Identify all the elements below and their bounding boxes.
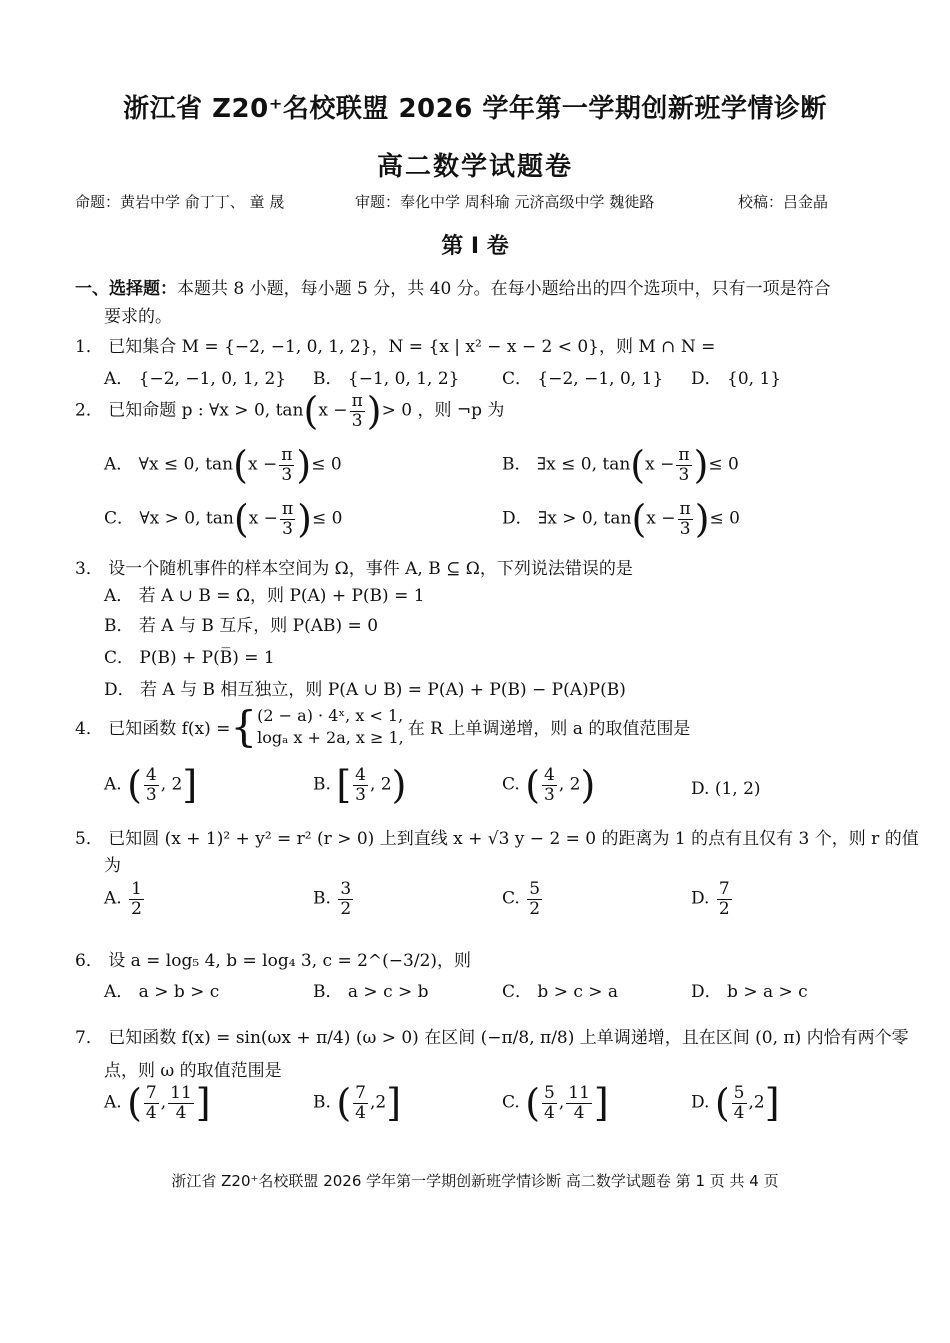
frac-num: 1 [131,879,142,899]
paren-close: ) [580,763,596,808]
section-heading [75,274,831,299]
q2-le0: ≤ 0 [708,454,739,475]
paren-close: ) [694,497,710,542]
q2-c-pre: C． ∀x > 0, tan [104,508,234,529]
q1-option-d: D． {0, 1} [691,369,782,389]
frac-den: 4 [544,1102,555,1123]
paren-open: ( [336,1081,352,1126]
bracket-close: ] [195,1081,211,1126]
q2-stem-post: > 0 ，则 ¬p 为 [381,400,505,421]
section-intro: 本题共 8 小题，每小题 5 分，共 40 分。在每小题给出的四个选项中，只有一项是符合 [177,279,831,299]
frac-num: π [678,445,690,465]
frac-den: 2 [340,898,352,919]
q2-option-d [502,497,740,542]
pi-over-3 [676,446,691,484]
q2-le0: ≤ 0 [311,508,343,529]
q7-option-d: D. ( $\frac{5}{4}$ ,2] [691,1081,780,1126]
paren-open: ( [233,497,249,542]
frac-num: 4 [544,765,555,785]
frac-den: 2 [131,898,142,919]
paren-open: ( [525,1081,541,1126]
paren-close: ) [391,763,407,808]
exam-title: 浙江省 Z20⁺名校联盟 2026 学年第一学期创新班学情诊断 [123,94,827,124]
frac-num: 4 [145,765,157,785]
fraction [542,1084,557,1122]
option-label: B. [313,888,331,909]
q5-option-b [313,880,355,918]
option-label: D. [691,1092,710,1113]
exam-subtitle: 高二数学试题卷 [376,152,573,182]
q7-option-c: C. ( $\frac{5}{4}$ , $\frac{11}{4}$ ] [502,1081,609,1126]
paren-open: ( [714,1081,730,1126]
option-label: C. [502,1092,520,1113]
q5-option-c [502,880,544,918]
paren-open: ( [631,497,647,542]
q6-option-a: A． a > b > c [104,982,220,1002]
q4-option-a [104,763,198,808]
option-label: D. [691,779,710,799]
q2-b-pre: B． ∃x ≤ 0, tan [502,454,631,475]
frac-num: 7 [718,879,730,899]
piece-1: (2 − a) · 4ˣ, x < 1, [257,705,404,725]
option-label: C. [502,774,520,795]
paren-open: ( [303,389,319,434]
frac-num: π [351,391,363,411]
q2-stem-pre: 2． 已知命题 p : ∀x > 0, tan [75,400,304,421]
bracket-open: [ [336,763,352,808]
credits-reviewer: 审题：奉化中学 周科瑜 元济高级中学 魏徙路 [355,193,655,211]
fraction [144,1084,159,1122]
fraction [732,1084,747,1122]
section-label: 一、选择题： [75,279,177,299]
value-two: 2 [753,1092,765,1113]
frac-num: π [281,445,293,465]
piecewise-def [257,705,404,748]
four-thirds [542,766,557,804]
option-label: B. [313,1092,331,1113]
volume-heading: 第 I 卷 [441,234,509,259]
option-label: A. [104,774,122,795]
bracket-close: ] [764,1081,780,1126]
fraction [353,1084,368,1122]
q2-x-minus: x − [646,508,676,529]
q6-option-d: D． b > a > c [691,982,808,1002]
frac-den: 3 [544,784,555,805]
q1-option-a: A． {−2, −1, 0, 1, 2} [104,369,287,389]
q4-option-d [691,779,761,799]
paren-open: ( [127,1081,142,1126]
paren-open: ( [233,443,248,488]
fraction [338,880,353,918]
frac-den: 3 [281,464,293,485]
q6-option-c: C． b > c > a [502,982,619,1002]
q3-stem: 3． 设一个随机事件的样本空间为 Ω，事件 A, B ⊆ Ω，下列说法错误的是 [75,559,633,579]
frac-den: 4 [145,1102,157,1123]
q3-option-c: C． P(B) + P(B̅) = 1 [104,648,275,668]
frac-num: 4 [355,765,366,785]
frac-num: 7 [145,1083,157,1103]
q2-x-minus: x − [645,454,675,475]
bracket-close: ] [386,1081,402,1126]
frac-den: 3 [678,464,690,485]
paren-open: ( [525,763,541,808]
frac-num: 5 [529,879,541,899]
q2-option-c [104,497,343,542]
frac-num: 3 [340,879,352,899]
q2-le0: ≤ 0 [311,454,342,475]
q4-stem [75,702,690,751]
q6-option-b: B． a > c > b [313,982,429,1002]
frac-den: 3 [351,410,363,431]
fraction [129,880,144,918]
frac-den: 2 [529,898,541,919]
pi-over-3 [678,500,693,538]
option-label: C. [502,888,520,909]
q2-stem [75,389,505,434]
pi-over-3 [280,500,295,538]
credits-proofreader: 校稿：吕金晶 [738,193,829,211]
paren-open: ( [630,443,646,488]
q7-stem-cont: 点，则 ω 的取值范围是 [104,1061,282,1081]
comma-two: , 2 [160,774,183,795]
q7-option-b: B. ( $\frac{7}{4}$ ,2] [313,1081,402,1126]
fraction [566,1084,592,1122]
four-thirds [353,766,368,804]
frac-den: 4 [573,1102,585,1123]
frac-num: 7 [355,1083,366,1103]
q4-option-b [313,763,407,808]
q3-option-b: B． 若 A 与 B 互斥，则 P(AB) = 0 [104,616,379,636]
brace-open: { [230,702,258,751]
frac-den: 3 [282,518,293,539]
comma-two: , 2 [369,774,392,795]
frac-num: π [281,499,294,519]
frac-num: π [679,499,691,519]
value-two: 2 [375,1092,387,1113]
frac-num: 5 [733,1083,745,1103]
frac-den: 4 [175,1102,187,1123]
q5-option-d [691,880,734,918]
frac-den: 4 [733,1102,745,1123]
fraction [168,1084,194,1122]
frac-den: 3 [145,784,157,805]
paren-close: ) [297,497,312,542]
option-label: D. [691,888,710,909]
option-label: A. [104,1092,122,1113]
q2-option-a [104,443,342,488]
fraction [717,880,732,918]
q4-stem-pre: 4． 已知函数 f(x) = [75,719,231,739]
q2-le0: ≤ 0 [709,508,740,529]
paren-close: ) [693,443,709,488]
bracket-close: ] [182,763,198,808]
option-label: A. [104,888,122,909]
q2-x-minus: x − [247,454,278,475]
paren-open: ( [127,763,142,808]
section-intro-cont: 要求的。 [104,307,172,327]
q3-option-a: A． 若 A ∪ B = Ω，则 P(A) + P(B) = 1 [104,586,425,606]
q1-option-b: B． {−1, 0, 1, 2} [313,369,460,389]
q4-option-c [502,763,596,808]
piece-2: logₐ x + 2a, x ≥ 1, [257,727,404,747]
page-footer: 浙江省 Z20⁺名校联盟 2026 学年第一学期创新班学情诊断 高二数学试题卷 第 1 页 共 4 页 [171,1172,779,1190]
frac-num: 5 [544,1083,555,1103]
q2-x-minus: x − [248,508,278,529]
paren-close: ) [366,389,382,434]
q7-option-a: A. ( $\frac{7}{4}$ , $\frac{11}{4}$ ] [104,1081,211,1126]
pi-over-3 [279,446,294,484]
frac-num: 11 [568,1083,590,1103]
bracket-close: ] [593,1081,609,1126]
frac-den: 3 [679,518,691,539]
frac-num: 11 [170,1083,192,1103]
frac-den: 4 [355,1102,366,1123]
comma-two: , 2 [558,774,581,795]
option-value: (1, 2) [714,779,761,799]
q2-option-b [502,443,739,488]
q5-option-a [104,880,146,918]
q5-stem-cont: 为 [104,856,121,876]
q4-stem-post: 在 R 上单调递增，则 a 的取值范围是 [407,719,691,739]
q1-stem: 1． 已知集合 M = {−2, −1, 0, 1, 2}，N = {x | x² − x − 2 < 0}，则 M ∩ N = [75,337,716,357]
fraction [527,880,542,918]
q3-option-d: D． 若 A 与 B 相互独立，则 P(A ∪ B) = P(A) + P(B) − P(A)P(B) [104,680,626,700]
q2-d-pre: D． ∃x > 0, tan [502,508,632,529]
credits-setter: 命题：黄岩中学 俞丁丁、 童 晟 [75,193,285,211]
q6-stem: 6． 设 a = log₅ 4, b = log₄ 3, c = 2^(−3/2)，则 [75,951,472,971]
paren-close: ) [296,443,312,488]
q2-x-minus: x − [318,400,348,421]
frac-den: 2 [718,898,730,919]
frac-den: 3 [355,784,366,805]
q5-stem: 5． 已知圆 (x + 1)² + y² = r² (r > 0) 上到直线 x + √3 y − 2 = 0 的距离为 1 的点有且仅有 3 个，则 r 的值 [75,829,919,849]
option-label: B. [313,774,331,795]
q1-option-c: C． {−2, −1, 0, 1} [502,369,664,389]
four-thirds [144,766,159,804]
q2-a-pre: A． ∀x ≤ 0, tan [104,454,234,475]
q7-stem: 7． 已知函数 f(x) = sin(ωx + π/4) (ω > 0) 在区间 (−π/8, π/8) 上单调递增，且在区间 (0, π) 内恰有两个零 [75,1028,909,1048]
pi-over-3 [350,392,365,430]
